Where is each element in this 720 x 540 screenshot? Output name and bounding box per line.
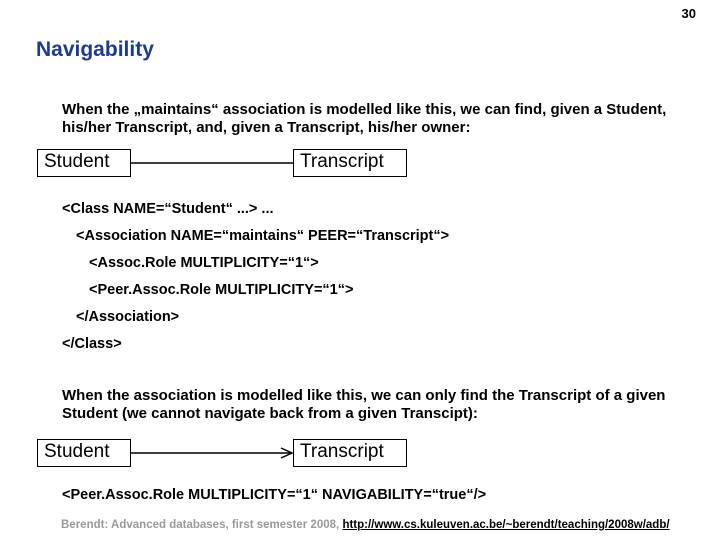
code-line: <Assoc.Role MULTIPLICITY=“1“> (89, 255, 319, 271)
page-number: 30 (681, 6, 696, 21)
code-line: <Association NAME=“maintains“ PEER=“Transcript“> (76, 228, 450, 244)
footer-link[interactable]: http://www.cs.kuleuven.ac.be/~berendt/teaching/2008w/adb/ (342, 519, 670, 531)
code-line: <Peer.Assoc.Role MULTIPLICITY=“1“> (89, 282, 354, 298)
transcript-class-box: Transcript (293, 149, 407, 177)
code-line: <Class NAME=“Student“ ...> ... (62, 201, 274, 217)
student-class-box: Student (37, 439, 131, 467)
transcript-class-box: Transcript (293, 439, 407, 467)
student-class-box: Student (37, 149, 131, 177)
second-paragraph: When the association is modelled like this, we can only find the Transcript of a given Student (we cannot navigate back from a given Transcipt): (62, 387, 666, 422)
footer-text: Berendt: Advanced databases, first semester 2008, (61, 519, 343, 531)
code-line: </Association> (76, 309, 180, 325)
intro-paragraph: When the „maintains“ association is modelled like this, we can find, given a Student, his/her Transcript, and, given a Transcript, his/her owner: (62, 101, 667, 136)
slide-title: Navigability (36, 38, 154, 61)
footer (61, 519, 670, 531)
code-line: </Class> (62, 336, 122, 352)
code-line: <Peer.Assoc.Role MULTIPLICITY=“1“ NAVIGABILITY=“true“/> (62, 487, 487, 503)
